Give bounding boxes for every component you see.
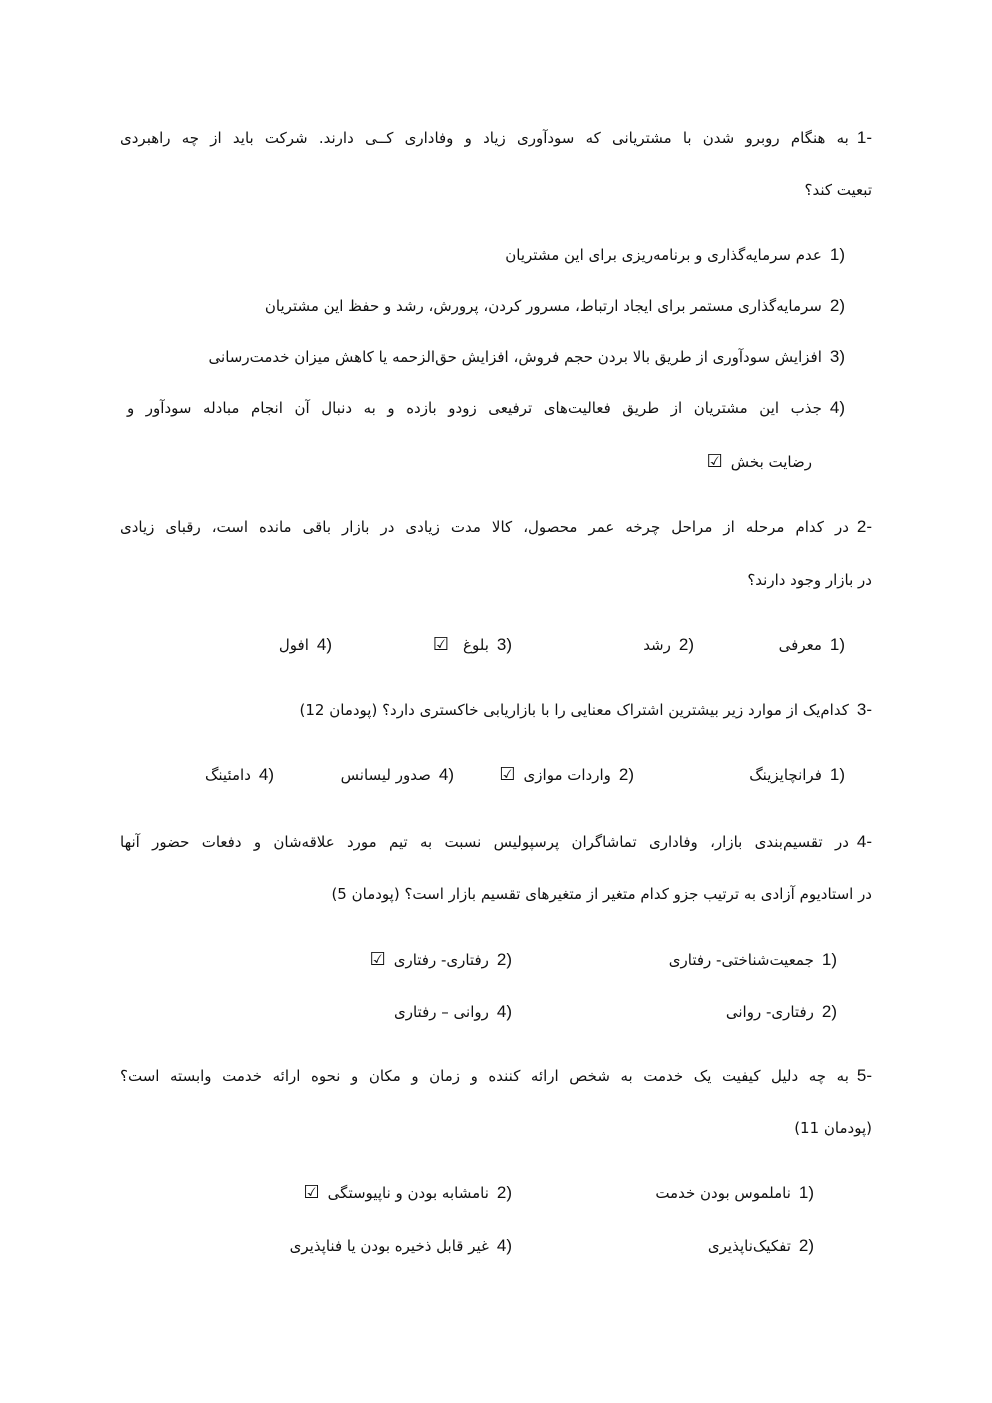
text: ناملموس بودن خدمت <box>655 1184 791 1202</box>
q1-option-1[interactable] <box>505 243 845 267</box>
option-number: 4) <box>258 765 274 784</box>
option-number: 2) <box>821 1002 837 1021</box>
q4-option-1[interactable] <box>669 948 837 972</box>
q1-option-3[interactable] <box>209 345 845 369</box>
q1-option-4[interactable] <box>127 396 845 420</box>
q5-option-1[interactable] <box>655 1181 814 1205</box>
q5-option-2[interactable] <box>304 1181 512 1205</box>
text: دامئینگ <box>204 766 251 784</box>
text: بلوغ <box>463 636 489 654</box>
option-number: 2) <box>678 635 694 654</box>
checkbox-checked-icon: ☑ <box>706 451 723 472</box>
text: جمعیت‌شناختی- رفتاری <box>668 951 814 969</box>
text: غیر قابل ذخیره بودن یا فناپذیری <box>289 1237 489 1255</box>
question-2-line-1 <box>120 515 872 539</box>
text: عدم سرمایه‌گذاری و برنامه‌ریزی برای این مشتریان <box>505 246 822 264</box>
q4-option-3[interactable] <box>726 1000 837 1024</box>
option-number: 4) <box>496 1236 512 1255</box>
q2-option-3[interactable] <box>433 633 512 657</box>
option-number: 5- <box>856 1066 872 1085</box>
text: رفتاری- روانی <box>725 1003 814 1021</box>
q5-option-3[interactable] <box>708 1234 814 1258</box>
q3-option-2[interactable] <box>499 763 634 787</box>
option-number: 1) <box>829 765 845 784</box>
text: رضایت بخش <box>730 453 812 471</box>
question-4-line-2: در استادیوم آزادی به ترتیب جزو کدام متغیر از متغیرهای تقسیم بازار است؟ (پودمان 5) <box>331 885 872 903</box>
text: معرفی <box>778 636 822 654</box>
text: روانی – رفتاری <box>394 1003 489 1021</box>
text: سرمایه‌گذاری مستمر برای ایجاد ارتباط، مسرور کردن، پرورش، رشد و حفظ این مشتریان <box>264 297 822 315</box>
option-number: 3) <box>829 347 845 366</box>
question-2-line-2: در بازار وجود دارند؟ <box>747 571 872 589</box>
option-number: 2) <box>829 296 845 315</box>
option-number: 1- <box>856 128 872 147</box>
q3-option-1[interactable] <box>749 763 845 787</box>
option-number: 3- <box>856 700 872 719</box>
option-number: 2) <box>618 765 634 784</box>
text: نامشابه بودن و ناپیوستگی <box>327 1184 489 1202</box>
q1-option-4-cont[interactable] <box>707 450 812 474</box>
option-number: 1) <box>829 245 845 264</box>
option-number: 4) <box>829 398 845 417</box>
option-number: 2- <box>856 517 872 536</box>
question-4-line-1 <box>120 830 872 854</box>
text: به هنگام روبرو شدن با مشتریانی که سودآوری زیاد و وفاداری کــی دارند. شرکت باید از چه راهبردی <box>120 129 849 147</box>
checkbox-checked-icon: ☑ <box>303 1182 320 1203</box>
checkbox-checked-icon: ☑ <box>499 764 516 785</box>
text: در تقسیم‌بندی بازار، وفاداری تماشاگران پرسپولیس نسبت به تیم مورد علاقه‌شان و دفعات حضور آنها <box>120 833 849 851</box>
option-number: 4) <box>496 1002 512 1021</box>
option-number: 2) <box>798 1236 814 1255</box>
option-number: 2) <box>496 950 512 969</box>
option-number: 2) <box>496 1183 512 1202</box>
text: رفتاری- رفتاری <box>393 951 489 969</box>
text: واردات موازی <box>523 766 611 784</box>
checkbox-checked-icon: ☑ <box>432 634 450 655</box>
option-number: 1) <box>798 1183 814 1202</box>
q4-option-2[interactable] <box>370 948 512 972</box>
text: به چه دلیل کیفیت یک خدمت به شخص ارائه کننده و زمان و مکان و نحوه ارائه خدمت وابسته است؟ <box>120 1067 849 1085</box>
text: افزایش سودآوری از طریق بالا بردن حجم فروش، افزایش حق‌الزحمه یا کاهش میزان خدمت‌رسانی <box>208 348 822 366</box>
q2-option-1[interactable] <box>779 633 845 657</box>
question-1-line-1 <box>120 126 872 150</box>
option-number: 4- <box>856 832 872 851</box>
option-number: 3) <box>496 635 512 654</box>
question-3-line-1 <box>300 698 872 722</box>
text: افول <box>278 636 309 654</box>
text: کدام‌یک از موارد زیر بیشترین اشتراک معنایی را با بازاریابی خاکستری دارد؟ (پودمان 12) <box>299 701 849 719</box>
q2-option-2[interactable] <box>643 633 694 657</box>
q3-option-4[interactable] <box>205 763 274 787</box>
text: فرانچایزینگ <box>749 766 822 784</box>
text: رشد <box>643 636 671 654</box>
q5-option-4[interactable] <box>290 1234 512 1258</box>
option-number: 1) <box>829 635 845 654</box>
checkbox-checked-icon: ☑ <box>369 949 386 970</box>
q4-option-4[interactable] <box>394 1000 512 1024</box>
text: جذب این مشتریان از طریق فعالیت‌های ترفیعی زودو بازده و به دنبال آن انجام مبادله سودآور و <box>127 399 822 417</box>
q2-option-4[interactable] <box>279 633 332 657</box>
option-number: 1) <box>821 950 837 969</box>
question-5-line-2: (پودمان 11) <box>794 1119 872 1137</box>
text: صدور لیسانس <box>340 766 431 784</box>
question-5-line-1 <box>120 1064 872 1088</box>
option-number: 4) <box>316 635 332 654</box>
option-number: 4) <box>438 765 454 784</box>
q3-option-3[interactable] <box>341 763 454 787</box>
question-1-line-2: تبعیت کند؟ <box>804 181 872 199</box>
q1-option-2[interactable] <box>265 294 845 318</box>
text: در کدام مرحله از مراحل چرخه عمر محصول، کالا مدت زیادی در بازار باقی مانده است، رقبای زیادی <box>120 518 849 536</box>
text: تفکیک‌ناپذیری <box>707 1237 791 1255</box>
